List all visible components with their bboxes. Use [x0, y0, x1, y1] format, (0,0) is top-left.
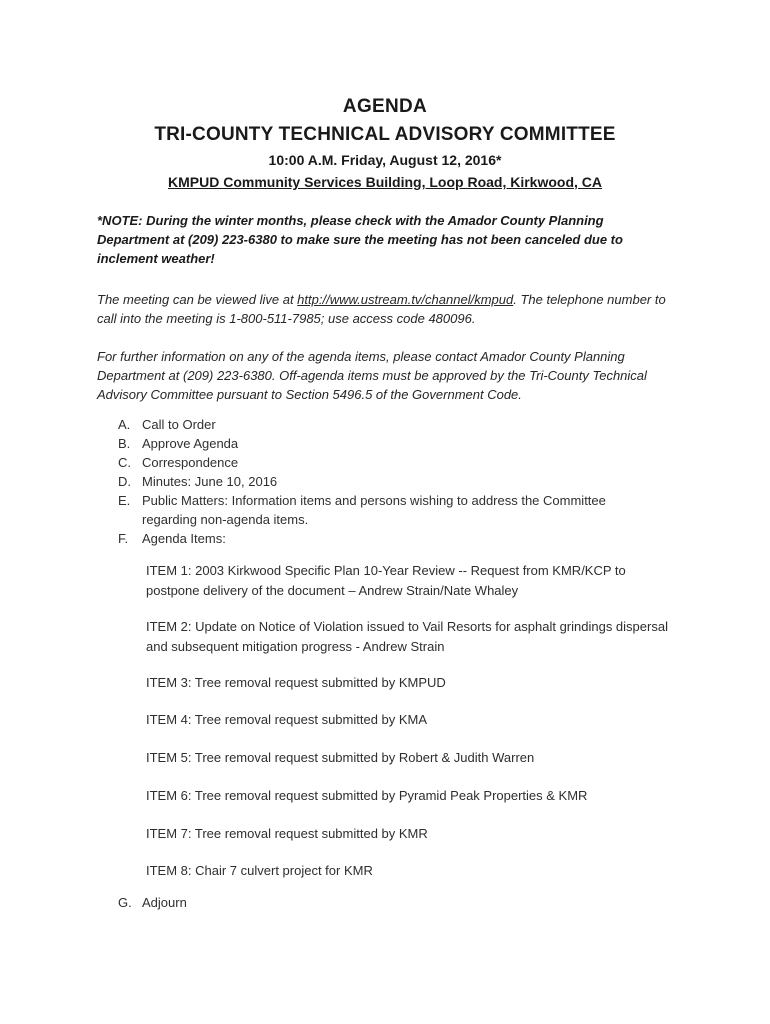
- list-text: Approve Agenda: [142, 436, 239, 451]
- stream-text-before: The meeting can be viewed live at: [97, 292, 298, 307]
- list-letter: G.: [118, 895, 132, 910]
- stream-link[interactable]: http://www.ustream.tv/channel/kmpud: [297, 292, 514, 307]
- list-letter: F.: [118, 531, 129, 546]
- list-letter: A.: [118, 417, 131, 432]
- agenda-title: AGENDA: [342, 96, 428, 117]
- meeting-location: KMPUD Community Services Building, Loop Road, Kirkwood, CA: [167, 174, 603, 190]
- stream-paragraph: [97, 290, 677, 328]
- list-text: Minutes: June 10, 2016: [142, 474, 278, 489]
- list-text: Adjourn: [142, 895, 187, 910]
- agenda-item-5: ITEM 5: Tree removal request submitted by Robert & Judith Warren: [146, 750, 535, 765]
- list-letter: D.: [118, 474, 131, 489]
- list-letter: B.: [118, 436, 131, 451]
- list-text: Call to Order: [142, 417, 216, 432]
- meeting-datetime: 10:00 A.M. Friday, August 12, 2016*: [268, 152, 502, 168]
- agenda-item-7: ITEM 7: Tree removal request submitted by KMR: [146, 826, 428, 841]
- agenda-item-6: ITEM 6: Tree removal request submitted by Pyramid Peak Properties & KMR: [146, 788, 588, 803]
- list-text: Correspondence: [142, 455, 239, 470]
- list-letter: E.: [118, 493, 131, 508]
- agenda-item-2: ITEM 2: Update on Notice of Violation issued to Vail Resorts for asphalt grindings dispersal and subsequent mitigation progress - Andrew Strain: [146, 619, 668, 654]
- agenda-item-3: ITEM 3: Tree removal request submitted by KMPUD: [146, 675, 446, 690]
- agenda-item-8: ITEM 8: Chair 7 culvert project for KMR: [146, 863, 373, 878]
- list-letter: C.: [118, 455, 131, 470]
- list-text: Agenda Items:: [142, 531, 226, 546]
- weather-note: *NOTE: During the winter months, please check with the Amador County Planning Department at (209) 223-6380 to make sure the meeting has not been canceled due to inclement weather!: [97, 213, 623, 266]
- agenda-item-4: ITEM 4: Tree removal request submitted by KMA: [146, 712, 428, 727]
- list-text: Public Matters: Information items and persons wishing to address the Committee regarding non-agenda items.: [142, 493, 606, 527]
- further-info-paragraph: For further information on any of the agenda items, please contact Amador County Planning Department at (209) 223-6380. Off-agenda items must be approved by the Tri-County Technical Advisory Committee pursuant to Section 5496.5 of the Government Code.: [97, 349, 647, 402]
- committee-name: TRI-COUNTY TECHNICAL ADVISORY COMMITTEE: [154, 124, 616, 145]
- agenda-item-1: ITEM 1: 2003 Kirkwood Specific Plan 10-Year Review -- Request from KMR/KCP to postpone delivery of the document – Andrew Strain/Nate Whaley: [146, 563, 626, 598]
- stream-text-after: . The telephone number to call into the meeting is 1-800-511-7985; use access code 480096.: [97, 292, 666, 326]
